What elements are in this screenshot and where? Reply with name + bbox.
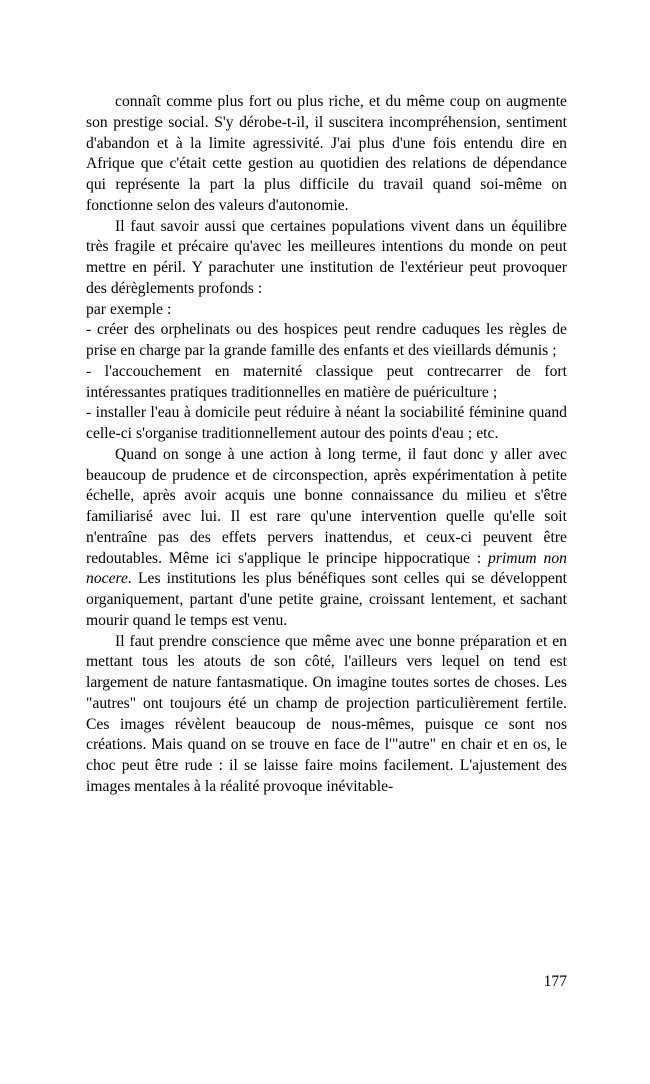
list-item-dash: - l'accouchement en maternité classique peut contrecarrer de fort intéressantes pratiques traditionnelles en matière de puériculture ; [86, 362, 567, 401]
paragraph-text-after-maxim: Les institutions les plus bénéfiques sont celles qui se développent organiquement, partant d'une petite graine, croissant lentement, et sachant mourir quand le temps est venu. [86, 570, 567, 629]
latin-maxim: primum non nocere. [86, 549, 567, 588]
body-paragraph-with-latin-maxim [86, 445, 567, 632]
body-paragraph: Il faut prendre conscience que même avec une bonne préparation et en mettant tous les atouts de son côté, l'ailleurs vers lequel on tend est largement de nature fantasmatique. On imagine toutes sortes de choses. Les "autres" ont toujours été un champ de projection particulièrement fertile. Ces images révèlent beaucoup de nous-mêmes, puisque ce sont nos créations. Mais quand on se trouve en face de l'"autre" en chair et en os, le choc peut être rude : il se laisse faire moins facilement. L'ajustement des images mentales à la réalité provoque inévitable- [86, 632, 567, 795]
page-number: 177 [543, 973, 567, 990]
body-paragraph-example-lead: par exemple : [86, 300, 172, 318]
paragraph-text-before-maxim: Quand on songe à une action à long terme, il faut donc y aller avec beaucoup de prudence et de circonspection, après expérimentation à petite échelle, après avoir acquis une bonne connaissance du milieu et s'être familiarisé avec lui. Il est rare qu'une intervention quelle qu'elle soit n'entraîne pas des effets pervers inattendus, et ceux-ci peuvent être redoutables. Même ici s'applique le principe hippocratique : [86, 445, 567, 567]
body-paragraph: connaît comme plus fort ou plus riche, et du même coup on augmente son prestige social. S'y dérobe-t-il, il suscitera incompréhension, sentiment d'abandon et à la limite agressivité. J'ai plus d'une fois entendu dire en Afrique que c'était cette gestion au quotidien des relations de dépendance qui représente la part la plus difficile du travail quand soi-même on fonctionne selon des valeurs d'autonomie. [86, 93, 567, 214]
list-item-dash: - créer des orphelinats ou des hospices peut rendre caduques les règles de prise en charge par la grande famille des enfants et des vieillards démunis ; [86, 321, 567, 359]
body-paragraph: Il faut savoir aussi que certaines populations vivent dans un équilibre très fragile et précaire qu'avec les meilleures intentions du monde on peut mettre en péril. Y parachuter une institution de l'extérieur peut provoquer des dérèglements profonds : [86, 217, 567, 297]
text-column [86, 92, 567, 798]
list-item-dash: - installer l'eau à domicile peut réduire à néant la sociabilité féminine quand celle-ci s'organise traditionnellement autour des points d'eau ; etc. [86, 404, 567, 442]
